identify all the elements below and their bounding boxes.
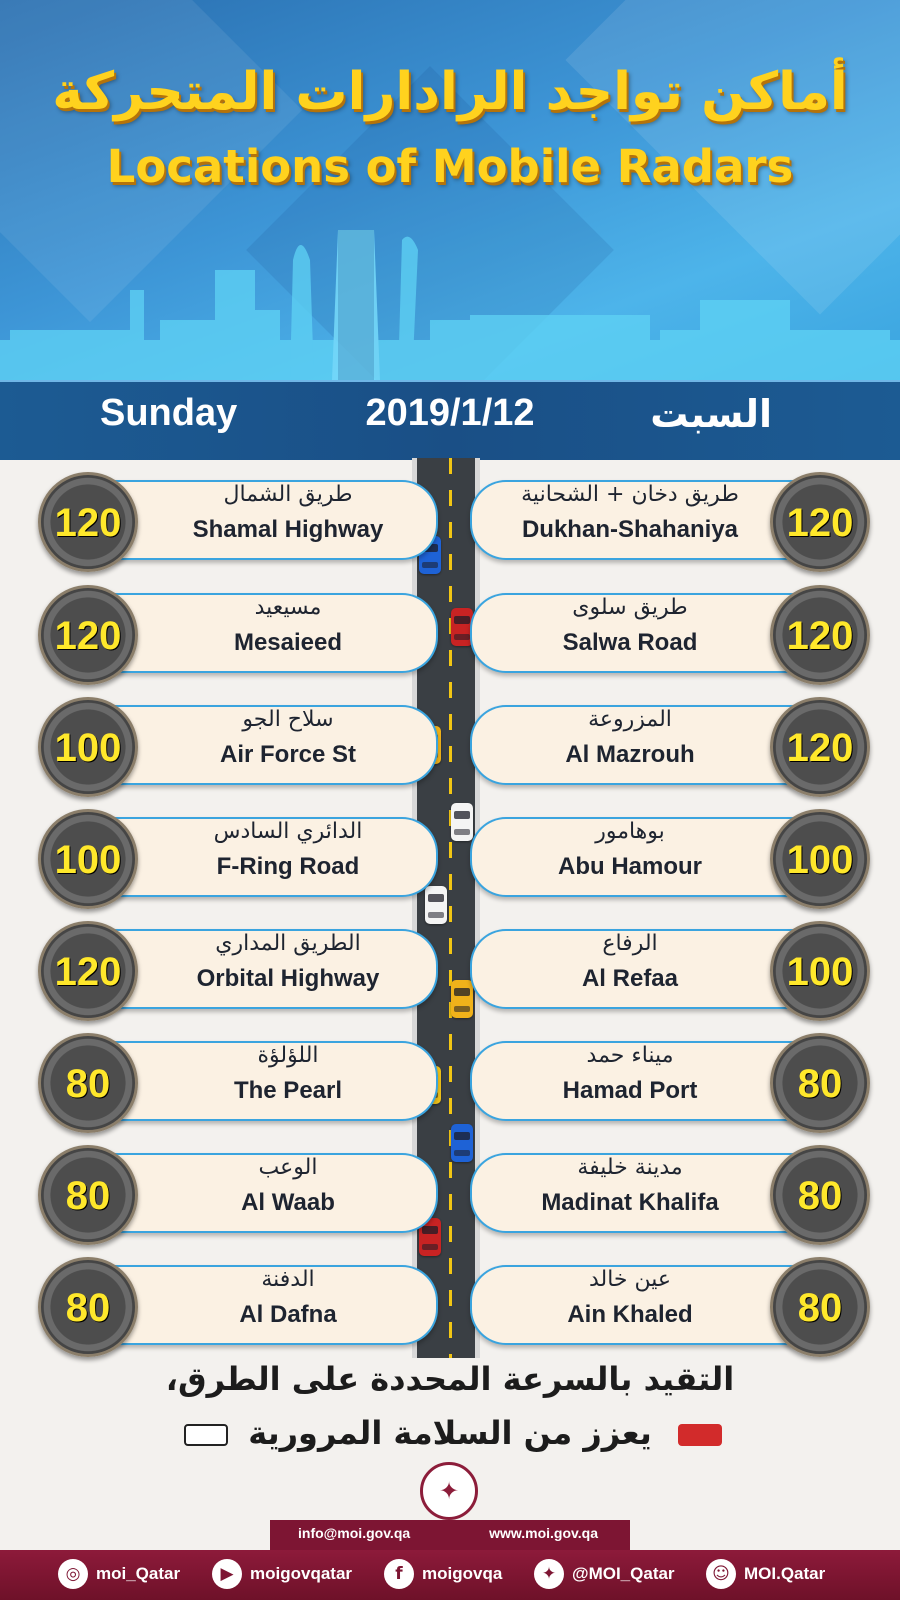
speed-limit-badge (770, 585, 870, 685)
location-name-arabic: مدينة خليفة (577, 1155, 683, 1180)
speed-limit-badge (770, 1257, 870, 1357)
email-link[interactable]: info@moi.gov.qa (298, 1525, 411, 1541)
location-name-english: Ain Khaled (567, 1301, 693, 1328)
location-card (470, 585, 870, 677)
slogan-line-2: يعزز من السلامة المرورية (248, 1414, 652, 1452)
day-arabic: السبت (650, 392, 772, 436)
speed-limit-value: 80 (65, 1062, 111, 1106)
location-name-arabic: ميناء حمد (586, 1043, 674, 1068)
social-handle: moigovqatar (250, 1564, 353, 1583)
speed-limit-badge (38, 1145, 138, 1245)
location-name-arabic: الدائري السادس (213, 819, 363, 844)
social-handle: moi_Qatar (96, 1564, 181, 1583)
header-banner (0, 0, 900, 380)
location-name-arabic: المزروعة (588, 707, 672, 732)
speed-limit-value: 120 (54, 501, 122, 545)
location-name-arabic: بوهامور (595, 819, 665, 844)
title-english: Locations of Mobile Radars (106, 140, 794, 193)
location-card (470, 809, 870, 901)
location-card (470, 921, 870, 1013)
location-name-english: F-Ring Road (216, 853, 360, 880)
location-name-arabic: الوعب (258, 1155, 318, 1180)
speed-limit-badge (770, 809, 870, 909)
speed-limit-badge (38, 809, 138, 909)
location-name-english: Al Waab (241, 1189, 335, 1216)
location-name-arabic: الرفاع (602, 931, 658, 956)
speed-limit-badge (38, 585, 138, 685)
instagram-icon: ◎ (58, 1559, 88, 1589)
location-name-english: Dukhan-Shahaniya (521, 516, 739, 543)
location-name-english: Shamal Highway (192, 516, 384, 543)
speed-limit-badge (38, 921, 138, 1021)
speed-limit-value: 120 (54, 950, 122, 994)
title-arabic: أماكن تواجد الرادارات المتحركة (52, 62, 848, 122)
location-name-english: Al Refaa (581, 965, 679, 992)
speed-limit-badge (770, 921, 870, 1021)
speed-limit-value: 120 (54, 614, 122, 658)
location-card (470, 1145, 870, 1237)
location-name-arabic: طريق دخان + الشحانية (521, 482, 739, 507)
social-handle: moigovqa (422, 1564, 503, 1583)
social-handle: MOI.Qatar (744, 1564, 826, 1583)
social-handle: @MOI_Qatar (572, 1564, 675, 1583)
speed-limit-badge (38, 472, 138, 572)
location-card (38, 472, 438, 564)
speed-limit-value: 80 (797, 1286, 843, 1330)
speed-limit-badge (770, 1033, 870, 1133)
location-name-english: Orbital Highway (196, 965, 380, 992)
location-name-english: Mesaieed (233, 629, 343, 656)
location-card (38, 697, 438, 789)
location-name-arabic: الطريق المداري (215, 931, 361, 956)
social-media-bar (0, 1550, 900, 1600)
location-name-arabic: مسيعيد (254, 595, 322, 620)
speed-limit-badge (38, 697, 138, 797)
doha-skyline-illustration (0, 220, 900, 380)
location-name-arabic: الدفنة (261, 1267, 315, 1292)
location-name-english: Air Force St (219, 741, 357, 768)
emblem-icon: ✦ (438, 1477, 460, 1505)
red-car-icon (678, 1424, 722, 1446)
location-name-arabic: طريق الشمال (223, 482, 353, 507)
speed-limit-value: 80 (65, 1174, 111, 1218)
white-car-icon (184, 1424, 228, 1446)
facebook-icon: f (384, 1559, 414, 1589)
youtube-icon: ▶ (212, 1559, 242, 1589)
moi-emblem-logo (420, 1462, 478, 1520)
location-card (470, 1257, 870, 1349)
speed-limit-badge (770, 697, 870, 797)
day-english: Sunday (100, 392, 238, 434)
location-name-english: Madinat Khalifa (541, 1189, 719, 1216)
location-name-english: Al Mazrouh (565, 741, 695, 768)
location-name-arabic: طريق سلوى (572, 595, 688, 620)
speed-limit-badge (38, 1257, 138, 1357)
location-name-english: Salwa Road (562, 629, 698, 656)
speed-limit-value: 80 (797, 1062, 843, 1106)
twitter-icon: ✦ (534, 1559, 564, 1589)
speed-limit-badge (770, 1145, 870, 1245)
date-value: 2019/1/12 (365, 392, 535, 434)
snapchat-icon: ☺ (706, 1559, 736, 1589)
speed-limit-value: 100 (786, 838, 854, 882)
road-center-line (449, 458, 452, 1358)
speed-limit-value: 100 (54, 838, 122, 882)
speed-limit-value: 100 (54, 726, 122, 770)
contact-bar (270, 1520, 630, 1550)
speed-limit-value: 80 (65, 1286, 111, 1330)
speed-limit-value: 120 (786, 726, 854, 770)
slogan-line-1: التقيد بالسرعة المحددة على الطرق، (165, 1360, 735, 1398)
location-card (38, 1145, 438, 1237)
location-name-arabic: اللؤلؤة (257, 1043, 319, 1068)
speed-limit-badge (770, 472, 870, 572)
location-card (470, 472, 870, 564)
location-card (38, 1033, 438, 1125)
speed-limit-badge (38, 1033, 138, 1133)
website-link[interactable]: www.moi.gov.qa (489, 1525, 598, 1541)
speed-limit-value: 120 (786, 501, 854, 545)
location-card (470, 697, 870, 789)
location-name-english: Hamad Port (562, 1077, 698, 1104)
location-name-english: Abu Hamour (558, 853, 702, 880)
location-name-arabic: عين خالد (588, 1267, 672, 1292)
location-card (38, 1257, 438, 1349)
location-name-english: The Pearl (233, 1077, 343, 1104)
speed-limit-value: 120 (786, 614, 854, 658)
location-name-english: Al Dafna (239, 1301, 337, 1328)
location-card (38, 809, 438, 901)
location-card (470, 1033, 870, 1125)
date-bar (0, 380, 900, 460)
speed-limit-value: 100 (786, 950, 854, 994)
location-name-arabic: سلاح الجو (242, 707, 334, 732)
location-card (38, 585, 438, 677)
speed-limit-value: 80 (797, 1174, 843, 1218)
location-card (38, 921, 438, 1013)
